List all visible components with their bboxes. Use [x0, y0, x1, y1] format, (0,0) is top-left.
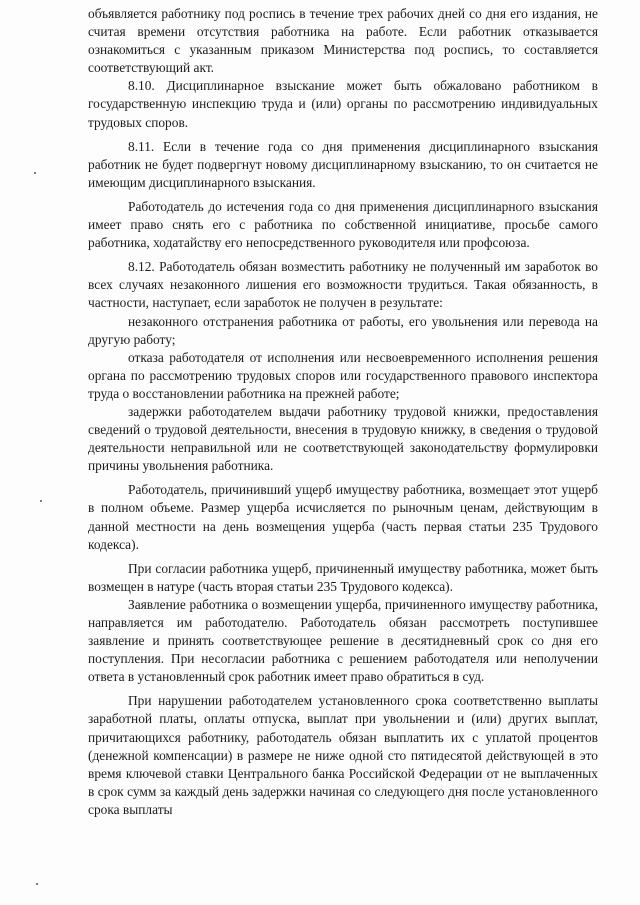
- scan-speck: [36, 883, 38, 885]
- paragraph-refusal-to-execute: отказа работодателя от исполнения или несвоевременного исполнения решения органа по рассмотрению трудовых споров или государственного правового инспектора труда о восстановлении работника на прежней работе;: [88, 349, 598, 401]
- paragraph-damage-claim: Заявление работника о возмещении ущерба, причиненного имуществу работника, направляется им работодателю. Работодатель обязан рассмотреть поступившее заявление и принять соответствующее решение в десятидневный срок со дня его поступления. При несогласии работника с решением работодателя или неполучении ответа в установленный срок работник имеет право обратиться в суд.: [88, 596, 598, 685]
- scan-speck: [34, 172, 36, 174]
- scan-speck: [40, 500, 42, 502]
- document-body: [88, 5, 598, 819]
- paragraph-8-11: 8.11. Если в течение года со дня применения дисциплинарного взыскания работник не будет подвергнут новому дисциплинарному взысканию, то он считается не имеющим дисциплинарного взыскания.: [88, 138, 598, 190]
- paragraph-property-damage: Работодатель, причинивший ущерб имуществу работника, возмещает этот ущерб в полном объеме. Размер ущерба исчисляется по рыночным ценам, действующим в данной местности на день возмещения ущерба (часть первая статьи 235 Трудового кодекса).: [88, 482, 598, 552]
- paragraph-compensation-in-kind: При согласии работника ущерб, причиненный имуществу работника, может быть возмещен в натуре (часть вторая статьи 235 Трудового кодекса).: [88, 560, 598, 594]
- paragraph-illegal-suspension: незаконного отстранения работника от работы, его увольнения или перевода на другую работу;: [88, 313, 598, 347]
- paragraph-notice-continuation: объявляется работнику под роспись в течение трех рабочих дней со дня его издания, не считая времени отсутствия работника на работе. Если работник отказывается ознакомиться с указанным приказом Министерства под роспись, то составляется соответствующий акт.: [88, 6, 598, 76]
- paragraph-employer-removal: Работодатель до истечения года со дня применения дисциплинарного взыскания имеет право снять его с работника по собственной инициативе, просьбе самого работника, ходатайству его непосредственного руководителя или профсоюза.: [88, 198, 598, 251]
- paragraph-8-12: 8.12. Работодатель обязан возместить работнику не полученный им заработок во всех случаях незаконного лишения его возможности трудиться. Такая обязанность, в частности, наступает, если заработок не получен в результате:: [88, 259, 598, 311]
- paragraph-work-book-delay: задержки работодателем выдачи работнику трудовой книжки, предоставления сведений о трудовой деятельности, внесения в трудовую книжку, в сведения о трудовой деятельности неправильной или не соответствующей законодательству формулировки причины увольнения работника.: [88, 403, 598, 474]
- paragraph-late-payment: При нарушении работодателем установленного срока соответственно выплаты заработной платы, оплаты отпуска, выплат при увольнении и (или) других выплат, причитающихся работнику, работодатель обязан выплатить их с уплатой процентов (денежной компенсации) в размере не ниже одной сто пятидесятой действующей в это время ключевой ставки Центрального банка Российской Федерации от не выплаченных в срок сумм за каждый день задержки начиная со следующего дня после установленного срока выплаты: [88, 693, 598, 817]
- paragraph-8-10: 8.10. Дисциплинарное взыскание может быть обжаловано работником в государственную инспекцию труда и (или) органы по рассмотрению индивидуальных трудовых споров.: [88, 78, 598, 130]
